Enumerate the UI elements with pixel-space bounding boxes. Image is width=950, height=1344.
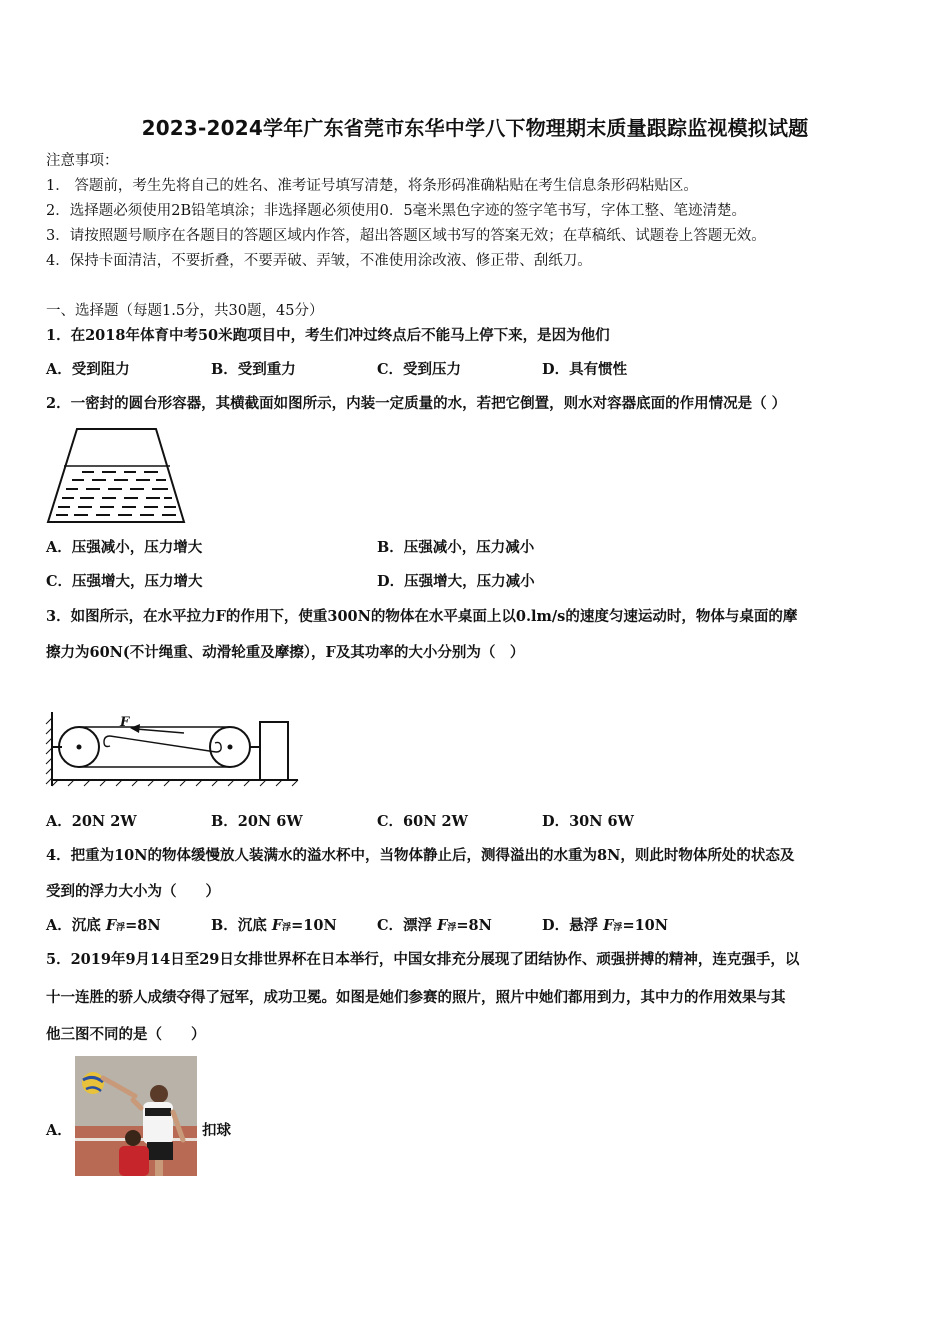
page-title: 2023-2024学年广东省莞市东华中学八下物理期末质量跟踪监视模拟试题 xyxy=(141,116,809,140)
q3-option-b: B．20N 6W xyxy=(211,813,303,830)
q1-option-a: A．受到阻力 xyxy=(46,361,130,378)
question-1-text: 1．在2018年体育中考50米跑项目中，考生们冲过终点后不能马上停下来，是因为他们 xyxy=(46,327,610,344)
question-5-line1: 5．2019年9月14日至29日女排世界杯在日本举行，中国女排充分展现了团结协作、顽强拼搏的精神，连克强手，以 xyxy=(46,951,800,968)
question-2-text: 2．一密封的圆台形容器，其横截面如图所示，内装一定质量的水，若把它倒置，则水对容器底面的作用情况是（ ） xyxy=(46,395,787,412)
q5-option-a-caption: 扣球 xyxy=(202,1122,231,1139)
q3-option-d: D．30N 6W xyxy=(542,813,634,830)
force-label: F xyxy=(120,715,130,730)
q4-option-a: A．沉底 F浮=8N xyxy=(46,917,161,934)
question-3-line1: 3．如图所示，在水平拉力F的作用下，使重300N的物体在水平桌面上以0.lm/s的速度匀速运动时，物体与桌面的摩 xyxy=(46,608,798,625)
q4-option-c: C．漂浮 F浮=8N xyxy=(377,917,492,934)
frustum-container-figure xyxy=(44,426,190,526)
q4-option-b: B．沉底 F浮=10N xyxy=(211,917,337,934)
q1-option-b: B．受到重力 xyxy=(211,361,296,378)
q2-option-b: B．压强减小，压力减小 xyxy=(377,539,535,556)
notice-item: 4．保持卡面清洁，不要折叠，不要弄破、弄皱，不准使用涂改液、修正带、刮纸刀。 xyxy=(46,253,592,269)
q2-option-c: C．压强增大，压力增大 xyxy=(46,573,203,590)
volleyball-spike-illustration xyxy=(75,1056,197,1176)
question-5-line2: 十一连胜的骄人成绩夺得了冠军，成功卫冕。如图是她们参赛的照片，照片中她们都用到力，其中力的作用效果与其 xyxy=(46,989,786,1006)
pulley-system-figure xyxy=(44,706,300,794)
q2-option-a: A．压强减小，压力增大 xyxy=(46,539,203,556)
question-3-line2: 擦力为60N(不计绳重、动滑轮重及摩擦），F及其功率的大小分别为（ ） xyxy=(46,644,525,661)
q1-option-d: D．具有惯性 xyxy=(542,361,628,378)
notice-heading: 注意事项： xyxy=(46,153,119,169)
notice-item: 2．选择题必须使用2B铅笔填涂；非选择题必须使用0．5毫米黑色字迹的签字笔书写，字体工整、笔迹清楚。 xyxy=(46,203,747,219)
question-4-line1: 4．把重为10N的物体缓慢放人装满水的溢水杯中，当物体静止后，测得溢出的水重为8N，则此时物体所处的状态及 xyxy=(46,847,795,864)
q5-option-a-label: A． xyxy=(46,1122,72,1139)
q1-option-c: C．受到压力 xyxy=(377,361,462,378)
q3-option-a: A．20N 2W xyxy=(46,813,137,830)
notice-item: 1． 答题前，考生先将自己的姓名、准考证号填写清楚，将条形码准确粘贴在考生信息条形码粘贴区。 xyxy=(46,178,698,194)
question-5-line3: 他三图不同的是（ ） xyxy=(46,1026,206,1043)
notice-item: 3．请按照题号顺序在各题目的答题区域内作答，超出答题区域书写的答案无效；在草稿纸、试题卷上答题无效。 xyxy=(46,228,766,244)
q2-option-d: D．压强增大，压力减小 xyxy=(377,573,535,590)
question-4-line2: 受到的浮力大小为（ ） xyxy=(46,883,220,900)
section-heading: 一、选择题（每题1.5分，共30题，45分） xyxy=(46,303,324,319)
q3-option-c: C．60N 2W xyxy=(377,813,468,830)
q4-option-d: D．悬浮 F浮=10N xyxy=(542,917,669,934)
volleyball-spike-photo xyxy=(75,1056,197,1176)
